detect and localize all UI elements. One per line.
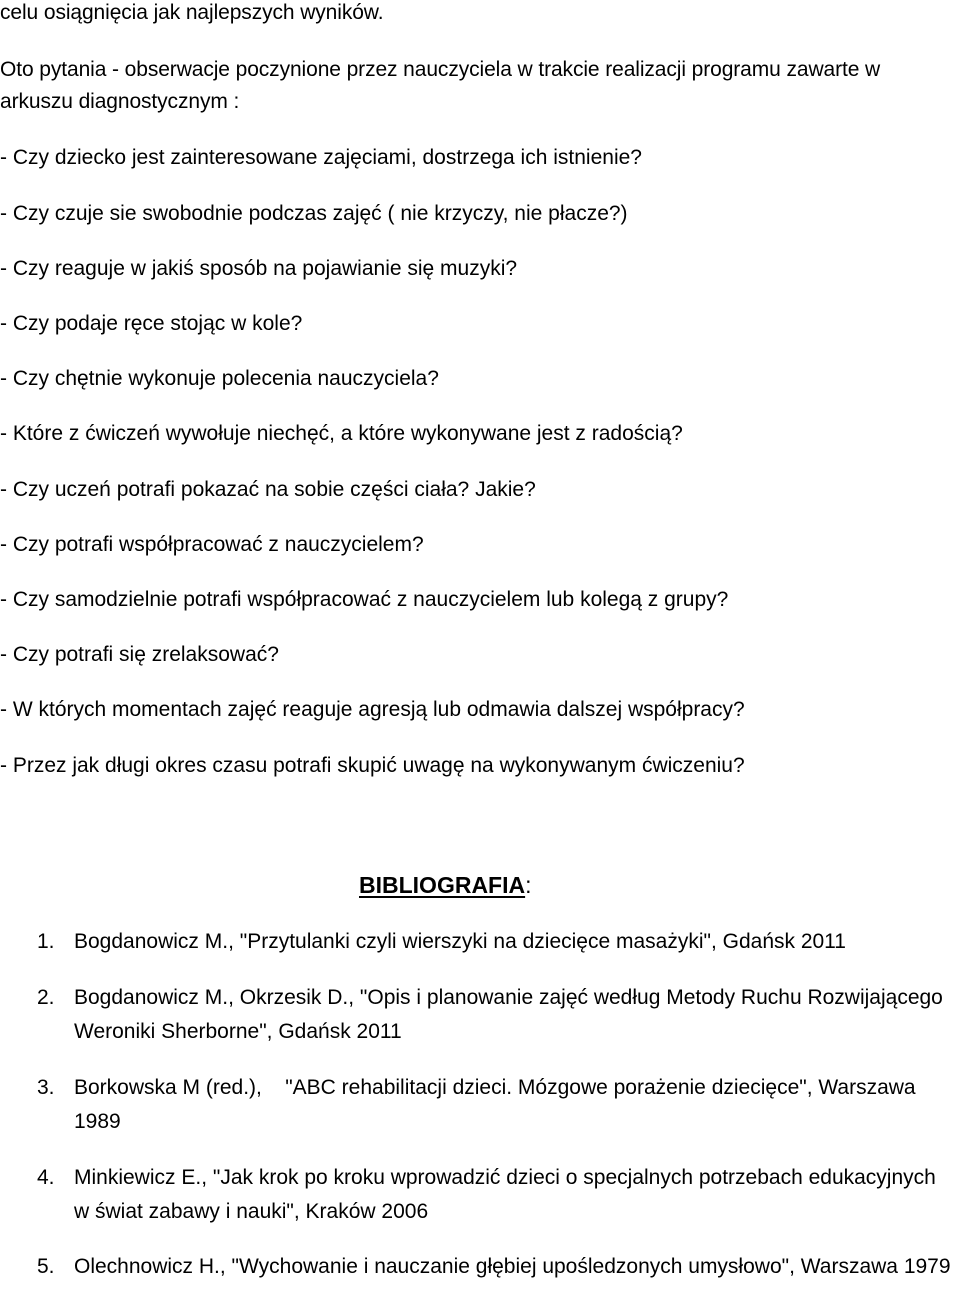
bibliography-item-text: Olechnowicz H., "Wychowanie i nauczanie głębiej upośledzonych umysłowo", Warszawa 1979: [74, 1255, 951, 1278]
question-item: - Czy potrafi współpracować z nauczycielem?: [0, 533, 424, 556]
question-item: - Czy chętnie wykonuje polecenia nauczyciela?: [0, 367, 439, 390]
question-item: - W których momentach zajęć reaguje agresją lub odmawia dalszej współpracy?: [0, 698, 745, 721]
question-item: - Czy samodzielnie potrafi współpracować z nauczycielem lub kolegą z grupy?: [0, 588, 729, 611]
bibliography-item-number: 5.: [37, 1255, 55, 1278]
bibliography-item-text: Bogdanowicz M., "Przytulanki czyli wierszyki na dziecięce masażyki", Gdańsk 2011: [74, 930, 846, 953]
bibliography-item-number: 2.: [37, 986, 55, 1009]
bibliography-item-text: Minkiewicz E., "Jak krok po kroku wprowadzić dzieci o specjalnych potrzebach edukacyjnych w świat zabawy i nauki", Kraków 2006: [74, 1166, 936, 1223]
question-item: - Czy potrafi się zrelaksować?: [0, 643, 279, 666]
question-item: - Czy reaguje w jakiś sposób na pojawianie się muzyki?: [0, 257, 518, 280]
question-item: - Czy dziecko jest zainteresowane zajęciami, dostrzega ich istnienie?: [0, 146, 642, 169]
question-item: - Które z ćwiczeń wywołuje niechęć, a które wykonywane jest z radością?: [0, 422, 683, 445]
bibliography-item-number: 1.: [37, 930, 55, 953]
bibliography-item-text: Bogdanowicz M., Okrzesik D., "Opis i planowanie zajęć według Metody Ruchu Rozwijającego Weroniki Sherborne", Gdańsk 2011: [74, 986, 943, 1043]
bibliography-heading: [359, 870, 532, 900]
bibliography-heading-colon: :: [525, 872, 532, 898]
question-item: - Czy uczeń potrafi pokazać na sobie części ciała? Jakie?: [0, 478, 536, 501]
intro-line-2: arkuszu diagnostycznym :: [0, 90, 240, 113]
bibliography-heading-text: BIBLIOGRAFIA: [359, 872, 526, 898]
intro-line-1: Oto pytania - obserwacje poczynione przez nauczyciela w trakcie realizacji programu zawarte w: [0, 58, 881, 81]
bibliography-item-number: 4.: [37, 1166, 55, 1189]
intro-line-0: celu osiągnięcia jak najlepszych wyników.: [0, 1, 384, 24]
bibliography-item-number: 3.: [37, 1076, 55, 1099]
question-item: - Przez jak długi okres czasu potrafi skupić uwagę na wykonywanym ćwiczeniu?: [0, 754, 745, 777]
question-item: - Czy czuje sie swobodnie podczas zajęć ( nie krzyczy, nie płacze?): [0, 202, 628, 225]
bibliography-item-text: Borkowska M (red.), "ABC rehabilitacji dzieci. Mózgowe porażenie dziecięce", Warszawa 1989: [74, 1076, 922, 1133]
question-item: - Czy podaje ręce stojąc w kole?: [0, 312, 303, 335]
